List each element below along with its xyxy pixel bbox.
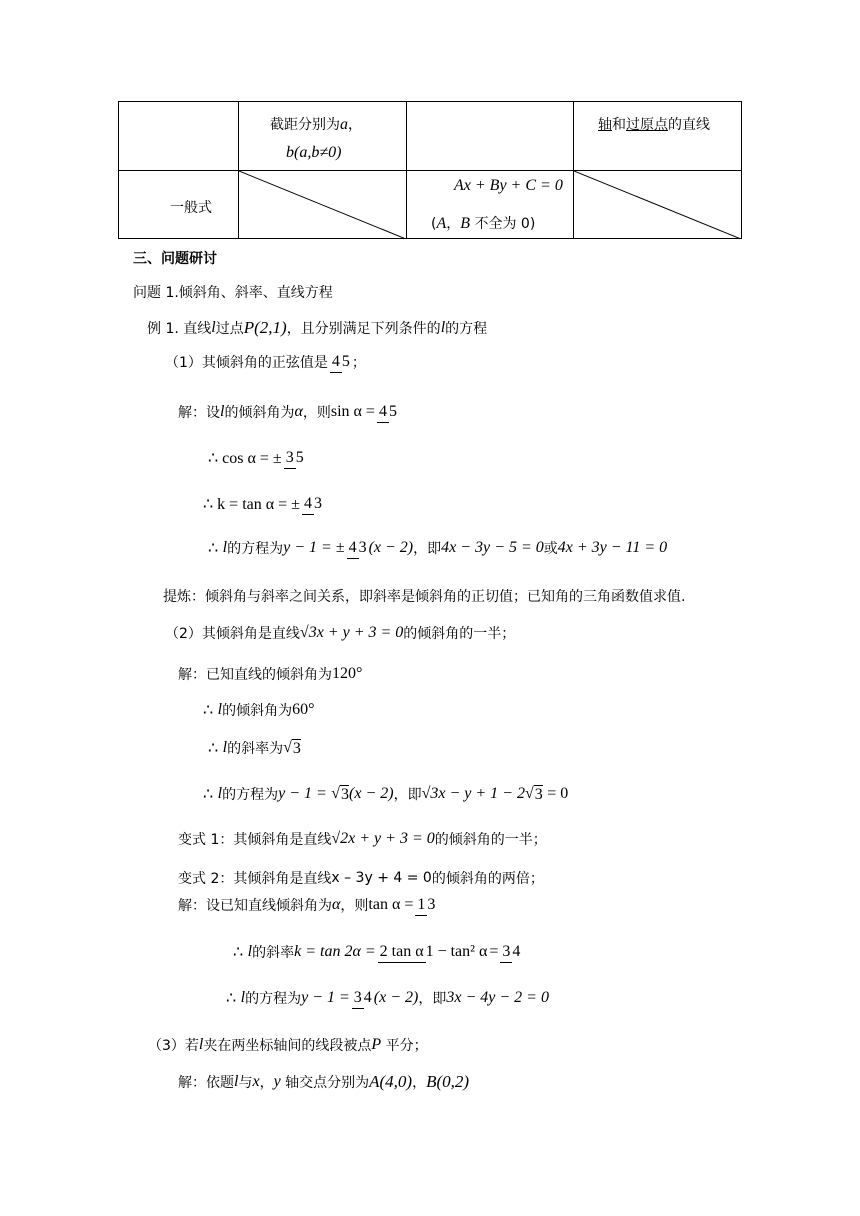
- method-table: [118, 101, 742, 239]
- example-lead: 例 1. 直线: [147, 321, 212, 337]
- eq-right: (x − 2): [368, 539, 414, 556]
- var-y: y: [273, 1073, 281, 1090]
- frac-den: 3: [358, 539, 367, 556]
- vsol1-then: ，则: [340, 898, 369, 914]
- frac-num: 3: [352, 989, 364, 1009]
- frac-den: 1 − tan² α: [425, 943, 488, 960]
- sol2-mid: 的倾斜角为: [222, 703, 293, 719]
- table-cell-r1c3: [407, 102, 574, 171]
- part1-solution-1: [178, 402, 399, 422]
- angle1: 120°: [332, 665, 363, 682]
- frac-num: 4: [347, 539, 359, 559]
- frac-den: 5: [341, 353, 350, 370]
- example-tail2: 的方程: [445, 321, 488, 337]
- frac-den: 5: [388, 403, 397, 420]
- var-l: l: [217, 785, 223, 802]
- var-l: l: [211, 319, 216, 336]
- condition-text: 不全为 0): [474, 216, 536, 232]
- part2-label: （2）其倾斜角是直线: [165, 626, 300, 642]
- sol1: 解：已知直线的倾斜角为: [178, 667, 332, 683]
- fraction: [347, 540, 367, 556]
- ie: ，即: [413, 541, 442, 557]
- example-mid: 过点: [215, 321, 244, 337]
- frac-den: 4: [363, 989, 372, 1006]
- table-cell-r1c2: [239, 102, 407, 171]
- eq-final-a: 3x − y + 1 − 2: [430, 785, 525, 802]
- sqrt-sign: √: [331, 830, 341, 847]
- frac-den: 4: [512, 943, 521, 960]
- fraction: [378, 944, 488, 960]
- var-l: l: [198, 1036, 204, 1053]
- therefore: ∴: [226, 990, 237, 1007]
- var-l: l: [440, 319, 446, 336]
- sqrt-three: 3: [341, 785, 350, 803]
- or: 或: [543, 541, 558, 557]
- eq-left: y − 1 = ±: [283, 539, 345, 556]
- part1-statement: [165, 352, 366, 372]
- vsol1: 解：设已知直线倾斜角为: [178, 898, 332, 914]
- var2-label: 变式 2：其倾斜角是直线: [178, 871, 332, 887]
- var-B: B: [460, 215, 471, 232]
- var-a: a: [340, 116, 348, 133]
- equals: =: [489, 943, 499, 960]
- tan-expr: tan α =: [368, 896, 414, 913]
- part2-sol4: [203, 784, 568, 804]
- origin-text: 过原点: [626, 117, 668, 133]
- variant-sol2: [233, 942, 522, 962]
- eq-left: y − 1 =: [278, 785, 327, 802]
- sol-mid: 的倾斜角为: [224, 405, 295, 421]
- frac-num: 4: [330, 353, 342, 373]
- part3-statement: [148, 1035, 428, 1055]
- part1-label: （1）其倾斜角的正弦值是: [165, 355, 328, 371]
- variant-sol1: [178, 895, 437, 915]
- variant-sol3: [226, 988, 549, 1008]
- angle2: 60°: [292, 701, 315, 718]
- table-cell-r2c1: [119, 171, 239, 239]
- part3-end: 平分；: [385, 1038, 428, 1054]
- sqrt-sign: √: [524, 785, 534, 802]
- var-A: A: [436, 215, 447, 232]
- var-alpha: α: [294, 403, 303, 420]
- general-form-label: 一般式: [170, 200, 212, 216]
- part1-equation: [208, 538, 667, 558]
- frac-den: 3: [313, 495, 322, 512]
- sep: ，: [412, 1075, 427, 1091]
- comma: ，: [348, 117, 362, 133]
- frac-den: 3: [427, 896, 436, 913]
- sqrt-sign: √: [299, 624, 309, 641]
- problem-title: 问题 1.倾斜角、斜率、直线方程: [133, 285, 333, 301]
- therefore: ∴: [208, 540, 219, 557]
- label-end: 的倾斜角的一半；: [403, 626, 516, 642]
- line-expr: 3x + y + 3 = 0: [308, 624, 404, 641]
- part2-sol1: [178, 664, 362, 684]
- eq-final: 3x − 4y − 2 = 0: [446, 989, 549, 1006]
- with: 与: [238, 1075, 253, 1091]
- part1-k: [203, 494, 324, 514]
- sqrt-three: 3: [534, 785, 543, 803]
- and-text: 和: [612, 117, 626, 133]
- var-l: l: [247, 943, 253, 960]
- var-l: l: [217, 701, 223, 718]
- sqrt-sign: √: [331, 785, 341, 802]
- frac-num: 4: [302, 495, 314, 515]
- slope-value: 3: [292, 739, 301, 757]
- var1-label: 变式 1：其倾斜角是直线: [178, 832, 332, 848]
- fraction: [415, 897, 435, 913]
- eq-final-b: = 0: [547, 785, 569, 802]
- var-l: l: [240, 989, 246, 1006]
- table-cell-r2c2: [239, 171, 407, 239]
- eq-left: y − 1 =: [301, 989, 350, 1006]
- var1-end: 的倾斜角的一半；: [434, 832, 547, 848]
- frac-num: 3: [284, 449, 296, 469]
- eq-b: 4x + 3y − 11 = 0: [557, 539, 668, 556]
- point-P: P(2,1): [243, 318, 287, 337]
- var-P: P: [371, 1036, 382, 1053]
- line-text: 的直线: [668, 117, 710, 133]
- part2-sol2: [203, 700, 315, 720]
- sol4-mid: 的方程为: [222, 787, 279, 803]
- part1-cos: [208, 448, 306, 468]
- var2-end: 的倾斜角的两倍；: [431, 871, 544, 887]
- var1-expr: 2x + y + 3 = 0: [340, 830, 435, 847]
- ie: ，即: [418, 991, 447, 1007]
- therefore: ∴: [233, 944, 244, 961]
- fraction: [302, 496, 322, 512]
- table-cell-r1c4: [574, 102, 742, 171]
- fraction: [377, 404, 397, 420]
- axis-text: 轴交点分别为: [285, 1075, 370, 1091]
- eq-mid: 的方程为: [227, 541, 284, 557]
- vsol3-mid: 的方程为: [245, 991, 302, 1007]
- sol-lead: 解：设: [178, 405, 220, 421]
- var-x: x: [252, 1073, 260, 1090]
- frac-den: 5: [295, 449, 304, 466]
- var-l: l: [222, 539, 228, 556]
- table-cell-r2c3: [407, 171, 574, 239]
- frac-num: 1: [415, 896, 427, 916]
- var-l: l: [220, 403, 225, 420]
- part3-mid: 夹在两坐标轴间的线段被点: [203, 1038, 372, 1054]
- vsol2-mid: 的斜率: [252, 945, 295, 961]
- eq-a: 4x − 3y − 5 = 0: [441, 539, 544, 556]
- semicolon: ；: [351, 355, 366, 371]
- variant-1: [178, 829, 547, 849]
- comma: ，: [259, 1075, 274, 1091]
- k-expr: ∴ k = tan α = ±: [203, 496, 300, 513]
- k2-expr: k = tan 2α =: [294, 943, 376, 960]
- frac-num: 4: [377, 403, 389, 423]
- diagonal-slash: [574, 171, 741, 239]
- therefore: ∴: [203, 702, 214, 719]
- part1-refine: 提炼：倾斜角与斜率之间关系，即斜率是倾斜角的正切值；已知角的三角函数值求值.: [163, 589, 686, 605]
- variant-2: [178, 868, 544, 888]
- example-tail: ，且分别满足下列条件的: [286, 321, 441, 337]
- sin-expr: sin α =: [330, 403, 375, 420]
- table-cell-r1c1: [119, 102, 239, 171]
- paren-open: (: [431, 216, 437, 232]
- eq-right: (x − 2): [373, 989, 419, 1006]
- example-1: [147, 318, 487, 338]
- sol3-mid: 的斜率为: [227, 741, 284, 757]
- therefore: ∴: [208, 740, 219, 757]
- fraction: [330, 354, 350, 370]
- var-l: l: [222, 739, 228, 756]
- fraction: [284, 450, 304, 466]
- eq-right: (x − 2): [349, 785, 394, 802]
- point-A: A(4,0): [369, 1072, 413, 1091]
- part2-sol3: [208, 738, 301, 758]
- cos-expr: ∴ cos α = ±: [208, 450, 282, 467]
- part3-label: （3）若: [148, 1038, 199, 1054]
- part3-solution: [178, 1072, 469, 1092]
- comma: ，: [446, 216, 461, 232]
- section-heading: 三、问题研讨: [133, 251, 217, 267]
- var2-expr: x – 3y + 4 = 0: [331, 870, 432, 886]
- axis-text: 轴: [598, 117, 612, 133]
- general-equation: Ax + By + C = 0: [454, 177, 563, 194]
- sqrt-sign: √: [283, 739, 292, 756]
- var-alpha: α: [332, 896, 341, 913]
- ie: ，即: [393, 787, 422, 803]
- frac-num: 3: [500, 943, 512, 963]
- sol-then: ，则: [302, 405, 331, 421]
- therefore: ∴: [203, 786, 214, 803]
- var-l: l: [234, 1073, 239, 1090]
- point-B: B(0,2): [426, 1072, 470, 1091]
- fraction: [352, 990, 372, 1006]
- part2-statement: [165, 623, 515, 643]
- frac-num: 2 tan α: [378, 943, 426, 963]
- sqrt-sign: √: [421, 785, 431, 802]
- diagonal-slash: [239, 171, 406, 239]
- table-cell-r2c4: [574, 171, 742, 239]
- sol-lead: 解：依题: [178, 1075, 234, 1091]
- intercept-label: 截距分别为: [270, 117, 340, 133]
- fraction: [500, 944, 520, 960]
- intercept-condition: b(a,b≠0): [286, 144, 342, 161]
